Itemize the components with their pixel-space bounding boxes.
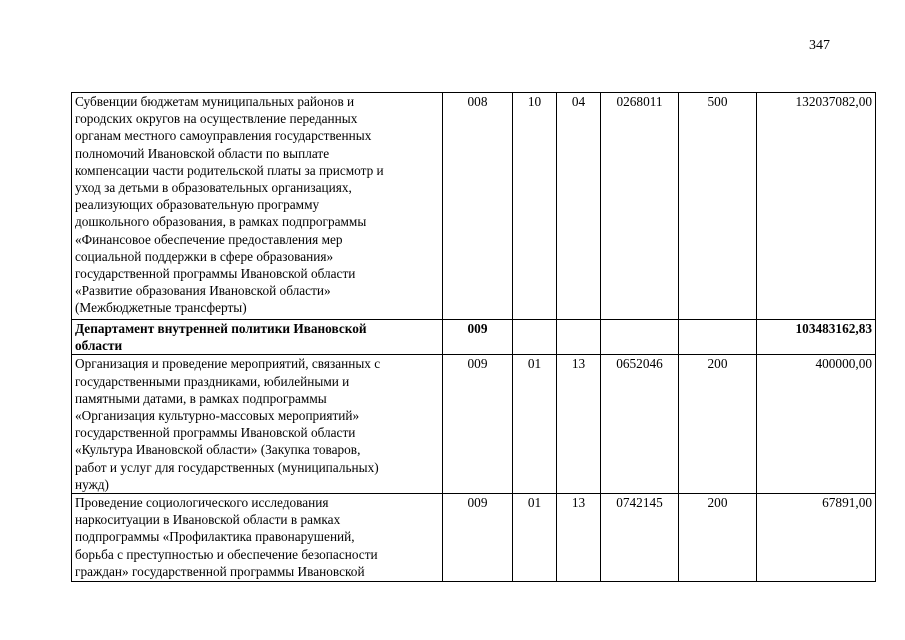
section-code xyxy=(513,320,557,355)
target-article-code: 0268011 xyxy=(601,93,679,320)
expense-type-code xyxy=(679,320,757,355)
ministry-code: 008 xyxy=(443,93,513,320)
table-row xyxy=(72,355,876,494)
target-article-code: 0742145 xyxy=(601,494,679,582)
table-row xyxy=(72,93,876,320)
table-row xyxy=(72,320,876,355)
amount: 67891,00 xyxy=(757,494,876,582)
budget-table xyxy=(71,92,876,582)
row-description: Департамент внутренней политики Ивановской области xyxy=(72,320,443,355)
row-description: Проведение социологического исследования наркоситуации в Ивановской области в рамках подпрограммы «Профилактика правонарушений, борьба с преступностью и обеспечение безопасности граждан» государственной программы Ивановской xyxy=(72,494,443,582)
ministry-code: 009 xyxy=(443,494,513,582)
subsection-code: 04 xyxy=(557,93,601,320)
amount: 132037082,00 xyxy=(757,93,876,320)
subsection-code xyxy=(557,320,601,355)
target-article-code xyxy=(601,320,679,355)
row-description: Субвенции бюджетам муниципальных районов и городских округов на осуществление переданных органам местного самоуправления государственных полномочий Ивановской области по выплате компенсации части родительской платы за присмотр и уход за детьми в образовательных организациях, реализующих образовательную программу дошкольного образования, в рамках подпрограммы «Финансовое обеспечение предоставления мер социальной поддержки в сфере образования» государственной программы Ивановской области «Развитие образования Ивановской области» (Межбюджетные трансферты) xyxy=(72,93,443,320)
expense-type-code: 200 xyxy=(679,355,757,494)
amount: 400000,00 xyxy=(757,355,876,494)
table-row xyxy=(72,494,876,582)
ministry-code: 009 xyxy=(443,320,513,355)
subsection-code: 13 xyxy=(557,355,601,494)
expense-type-code: 500 xyxy=(679,93,757,320)
section-code: 01 xyxy=(513,355,557,494)
subsection-code: 13 xyxy=(557,494,601,582)
amount: 103483162,83 xyxy=(757,320,876,355)
row-description: Организация и проведение мероприятий, связанных с государственными праздниками, юбилейными и памятными датами, в рамках подпрограммы «Организация культурно-массовых мероприятий» государственной программы Ивановской области «Культура Ивановской области» (Закупка товаров, работ и услуг для государственных (муниципальных) нужд) xyxy=(72,355,443,494)
page-number: 347 xyxy=(809,38,830,53)
section-code: 01 xyxy=(513,494,557,582)
section-code: 10 xyxy=(513,93,557,320)
ministry-code: 009 xyxy=(443,355,513,494)
expense-type-code: 200 xyxy=(679,494,757,582)
target-article-code: 0652046 xyxy=(601,355,679,494)
